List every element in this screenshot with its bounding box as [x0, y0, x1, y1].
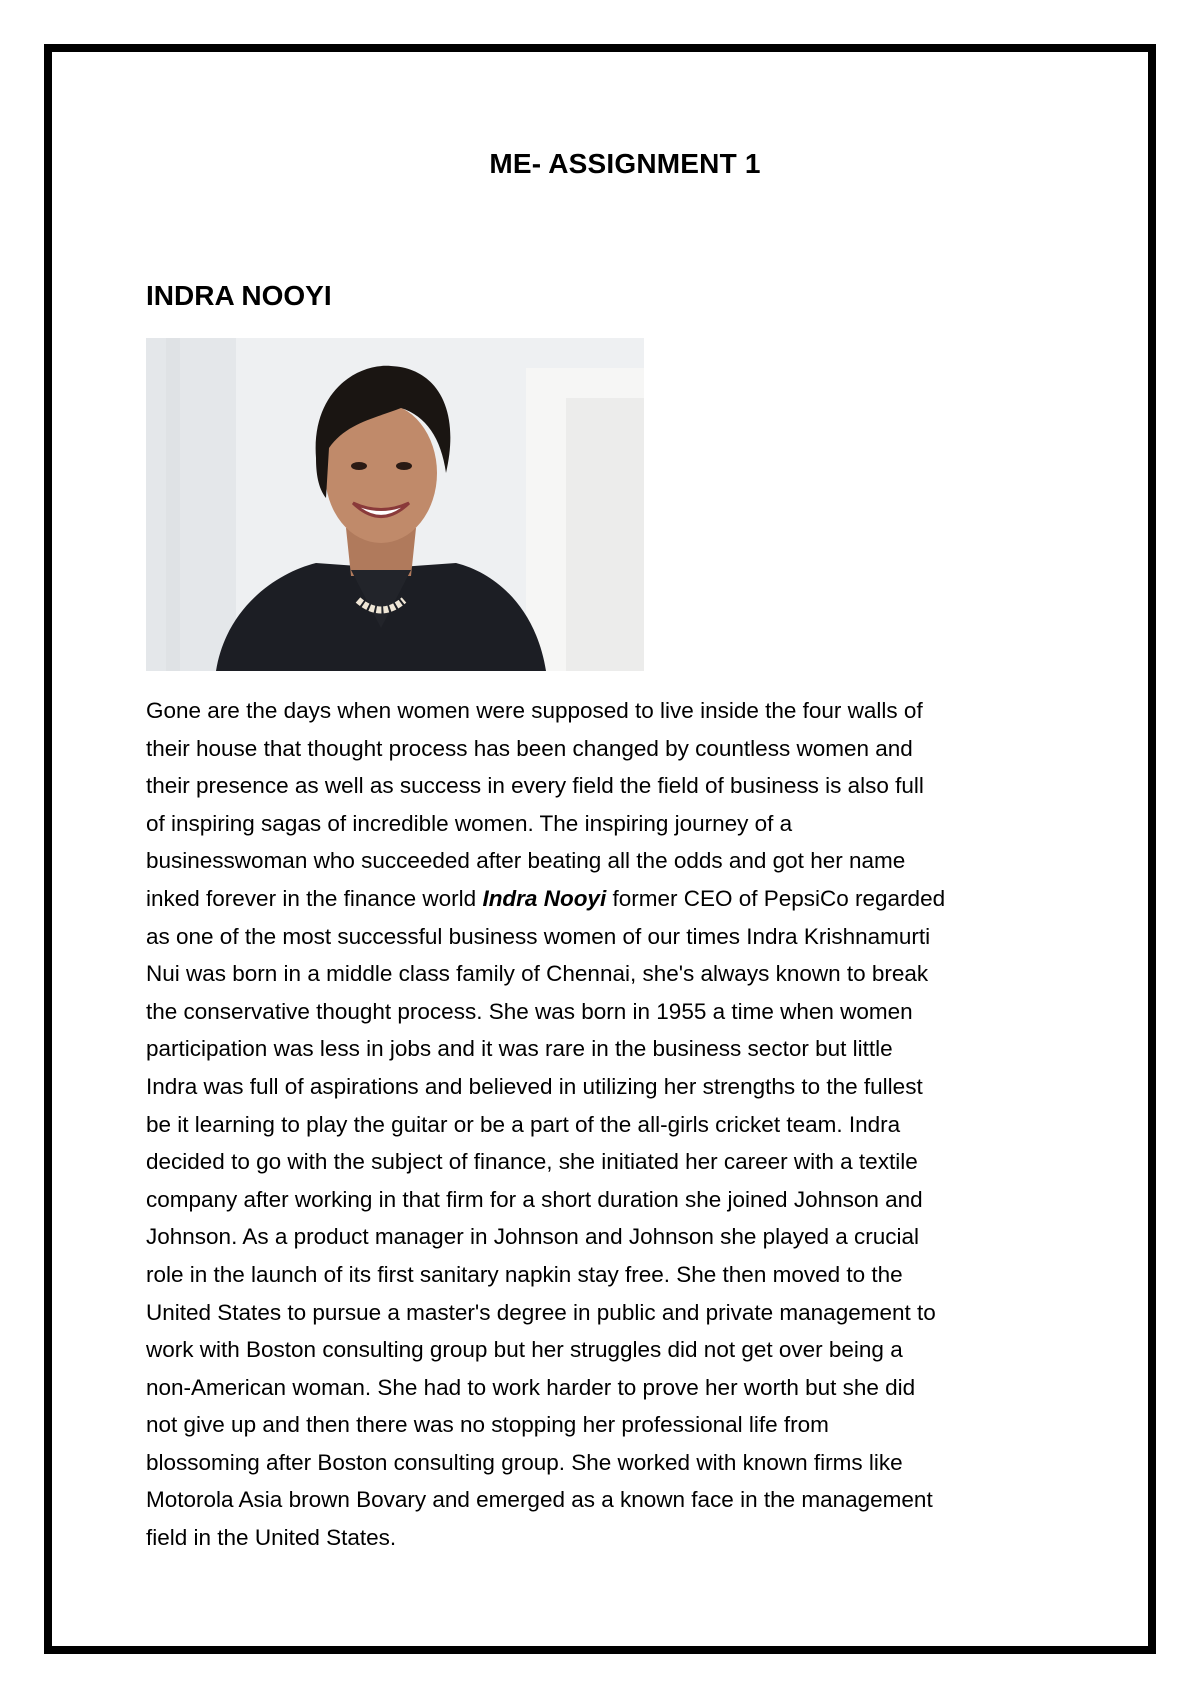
body-line: Motorola Asia brown Bovary and emerged as a known face in the management	[146, 1487, 933, 1513]
body-line: decided to go with the subject of finance, she initiated her career with a textile	[146, 1149, 918, 1175]
body-line: non-American woman. She had to work harder to prove her worth but she did	[146, 1374, 916, 1400]
body-line: the conservative thought process. She was born in 1955 a time when women	[146, 998, 913, 1024]
body-line: role in the launch of its first sanitary napkin stay free. She then moved to the	[146, 1261, 903, 1287]
body-line: their presence as well as success in every field the field of business is also full	[146, 773, 924, 799]
body-line: participation was less in jobs and it was rare in the business sector but little	[146, 1036, 893, 1062]
body-line: not give up and then there was no stopping her professional life from	[146, 1412, 829, 1438]
body-line: Johnson. As a product manager in Johnson and Johnson she played a crucial	[146, 1224, 920, 1250]
body-line: their house that thought process has been changed by countless women and	[146, 735, 913, 761]
body-line: Gone are the days when women were supposed to live inside the four walls of	[146, 698, 923, 723]
body-line: blossoming after Boston consulting group. She worked with known firms like	[146, 1449, 903, 1475]
emphasized-name: Indra Nooyi	[482, 885, 607, 911]
subject-heading: INDRA NOOYI	[146, 280, 332, 311]
body-line	[146, 880, 1076, 918]
body-line: as one of the most successful business women of our times Indra Krishnamurti	[146, 923, 931, 949]
portrait-photo	[146, 338, 644, 671]
body-line: field in the United States.	[146, 1525, 397, 1551]
body-line: Nui was born in a middle class family of Chennai, she's always known to break	[146, 961, 929, 987]
body-line: work with Boston consulting group but her struggles did not get over being a	[146, 1337, 903, 1363]
body-line: be it learning to play the guitar or be a part of the all-girls cricket team. Indra	[146, 1111, 901, 1137]
body-text-segment: inked forever in the finance world	[146, 885, 483, 911]
body-text-segment: former CEO of PepsiCo regarded	[606, 885, 946, 911]
body-line: of inspiring sagas of incredible women. The inspiring journey of a	[146, 810, 793, 836]
body-line: businesswoman who succeeded after beating all the odds and got her name	[146, 848, 906, 874]
body-paragraph	[146, 692, 1076, 1557]
body-line: United States to pursue a master's degree in public and private management to	[146, 1299, 936, 1325]
body-line: Indra was full of aspirations and believed in utilizing her strengths to the fullest	[146, 1073, 923, 1099]
document-title: ME- ASSIGNMENT 1	[489, 148, 761, 179]
body-line: company after working in that firm for a short duration she joined Johnson and	[146, 1186, 923, 1212]
portrait-photo-icon	[146, 338, 644, 671]
